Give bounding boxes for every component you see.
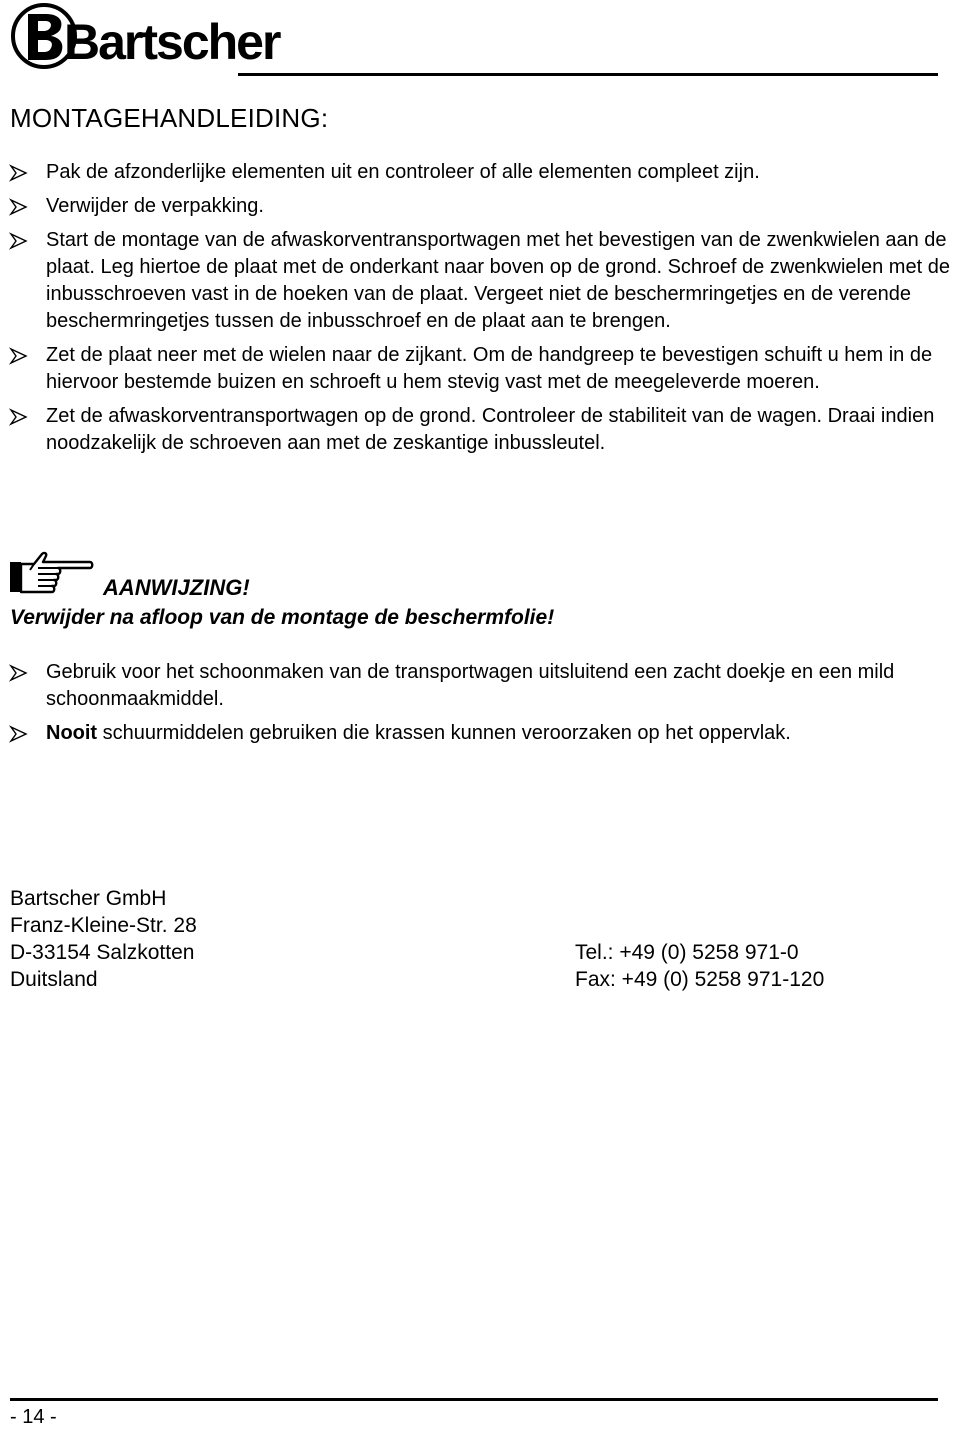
street-address: Franz-Kleine-Str. 28: [10, 914, 197, 937]
arrow-bullet-icon: [10, 348, 28, 364]
notice-heading: AANWIJZING!: [103, 575, 250, 600]
notice-text: Verwijder na afloop van de montage de beschermfolie!: [10, 606, 555, 629]
step-text: Verwijder de verpakking.: [46, 195, 264, 217]
arrow-bullet-icon: [10, 199, 28, 215]
telephone: Tel.: +49 (0) 5258 971-0: [575, 941, 799, 964]
arrow-bullet-icon: [10, 665, 28, 681]
list-item: [10, 659, 950, 713]
care-instructions-list: [10, 659, 950, 754]
fax: Fax: +49 (0) 5258 971-120: [575, 968, 825, 991]
care-emphasis: Nooit: [46, 722, 98, 744]
company-name: Bartscher GmbH: [10, 887, 167, 910]
header-divider: [238, 73, 938, 76]
list-item: [10, 227, 950, 335]
page-number: - 14 -: [10, 1406, 57, 1428]
city-address: D-33154 Salzkotten: [10, 941, 195, 964]
arrow-bullet-icon: [10, 726, 28, 742]
assembly-steps-list: [10, 159, 950, 464]
brand-text: Bartscher: [64, 14, 280, 70]
care-text: schuurmiddelen gebruiken die krassen kunnen veroorzaken op het oppervlak.: [97, 722, 791, 744]
step-text: Start de montage van de afwaskorventransportwagen met het bevestigen van de zwenkwielen aan de plaat. Leg hiertoe de plaat met de onderkant naar boven op de grond. Schroef de zwenkwielen met de inbusschroeven vast in de hoeken van de plaat. Vergeet niet de beschermringetjes en de verende beschermringetjes tussen de inbusschroef en de plaat aan te brengen.: [46, 229, 950, 332]
step-text: Zet de plaat neer met de wielen naar de zijkant. Om de handgreep te bevestigen schuift u hem in de hiervoor bestemde buizen en schroeft u hem stevig vast met de meegeleverde moeren.: [46, 344, 933, 393]
bartscher-logo: [10, 2, 280, 70]
country: Duitsland: [10, 968, 98, 991]
list-item: [10, 720, 950, 747]
care-text: Gebruik voor het schoonmaken van de transportwagen uitsluitend een zacht doekje en een mild schoonmaakmiddel.: [46, 661, 895, 710]
list-item: [10, 403, 950, 457]
list-item: [10, 342, 950, 396]
list-item: [10, 193, 950, 220]
step-text: Zet de afwaskorventransportwagen op de grond. Controleer de stabiliteit van de wagen. Draai indien noodzakelijk de schroeven aan met de zeskantige inbussleutel.: [46, 405, 935, 454]
arrow-bullet-icon: [10, 233, 28, 249]
pointing-hand-icon: [8, 550, 94, 596]
page-title: MONTAGEHANDLEIDING:: [10, 103, 329, 133]
list-item: [10, 159, 950, 186]
arrow-bullet-icon: [10, 165, 28, 181]
step-text: Pak de afzonderlijke elementen uit en controleer of alle elementen compleet zijn.: [46, 161, 760, 183]
arrow-bullet-icon: [10, 409, 28, 425]
footer-divider: [10, 1398, 938, 1401]
